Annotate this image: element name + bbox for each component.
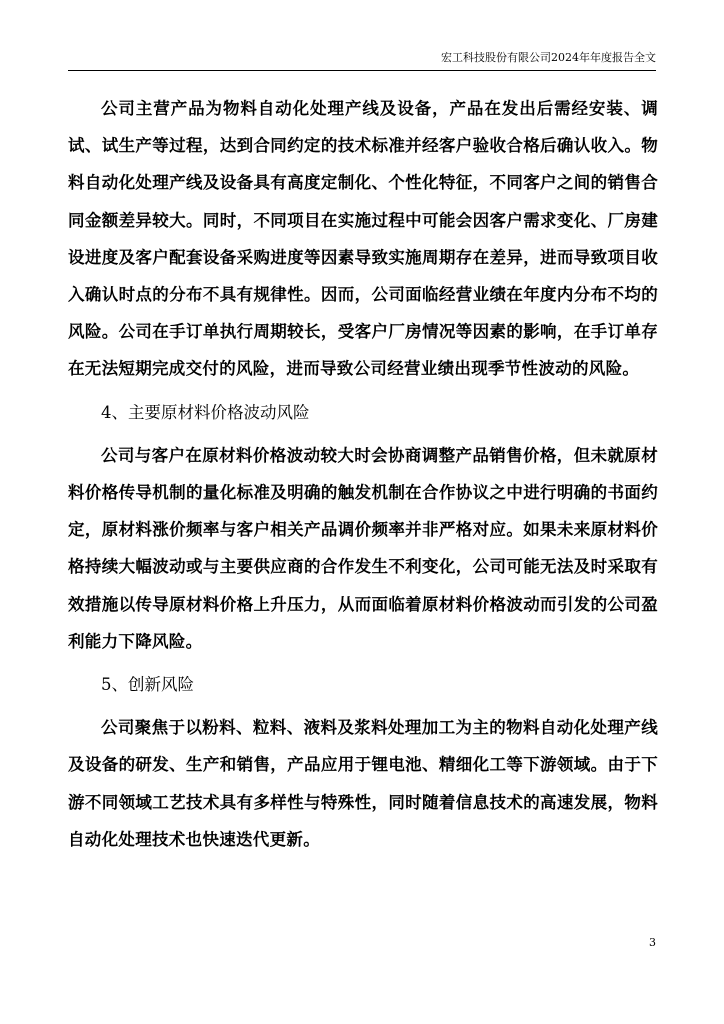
section-heading-innovation-risk: 5、创新风险 bbox=[101, 675, 194, 695]
document-body bbox=[68, 90, 658, 858]
page-number: 3 bbox=[649, 936, 656, 949]
section-heading-raw-material-risk: 4、主要原材料价格波动风险 bbox=[101, 402, 310, 422]
paragraph-innovation-risk: 公司聚焦于以粉料、粒料、液料及浆料处理加工为主的物料自动化处理产线及设备的研发、生产和销售，产品应用于锂电池、精细化工等下游领域。由于下游不同领域工艺技术具有多样性与特殊性，同时随着信息技术的高速发展，物料自动化处理技术也快速迭代更新。 bbox=[68, 718, 658, 849]
paragraph-raw-material-risk: 公司与客户在原材料价格波动较大时会协商调整产品销售价格，但未就原材料价格传导机制的量化标准及明确的触发机制在合作协议之中进行明确的书面约定，原材料涨价频率与客户相关产品调价频率并非严格对应。如果未来原材料价格持续大幅波动或与主要供应商的合作发生不利变化，公司可能无法及时采取有效措施以传导原材料价格上升压力，从而面临着原材料价格波动而引发的公司盈利能力下降风险。 bbox=[68, 445, 658, 651]
paragraph-seasonality-risk: 公司主营产品为物料自动化处理产线及设备，产品在发出后需经安装、调试、试生产等过程，达到合同约定的技术标准并经客户验收合格后确认收入。物料自动化处理产线及设备具有高度定制化、个性化特征，不同客户之间的销售合同金额差异较大。同时，不同项目在实施过程中可能会因客户需求变化、厂房建设进度及客户配套设备采购进度等因素导致实施周期存在差异，进而导致项目收入确认时点的分布不具有规律性。因而，公司面临经营业绩在年度内分布不均的风险。公司在手订单执行周期较长，受客户厂房情况等因素的影响，在手订单存在无法短期完成交付的风险，进而导致公司经营业绩出现季节性波动的风险。 bbox=[68, 99, 658, 379]
page-header bbox=[68, 50, 656, 71]
header-title: 宏工科技股份有限公司2024年年度报告全文 bbox=[441, 51, 656, 64]
